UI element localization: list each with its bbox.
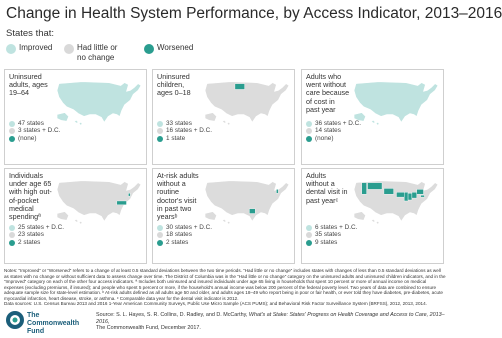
count-dot-worsened [9,136,15,142]
legend-item-improved [6,43,52,54]
hawaii-shape [74,120,82,125]
indicator-label: Uninsured children, ages 0–18 [157,72,191,98]
subtitle: States that: [6,28,55,39]
count-text-little_or_no_change: 3 states + D.C. [18,127,61,135]
page-title: Change in Health System Performance, by Access Indicator, 2013–2016 [6,5,502,22]
panel-counts [306,120,361,142]
count-dot-worsened [157,136,163,142]
count-dot-little_or_no_change [306,128,312,134]
count-row-little_or_no_change [9,231,64,238]
count-text-improved: 6 states + D.C. [315,224,358,231]
count-text-improved: 30 states + D.C. [166,224,212,231]
count-row-little_or_no_change [306,231,357,238]
legend-swatch-little-change [64,44,74,54]
map-panel-2 [152,69,295,165]
count-text-worsened: (none) [315,134,334,142]
hawaii-shape [371,219,379,224]
count-text-improved: 47 states [18,120,44,127]
count-row-improved [157,120,212,127]
state-md-worsened [421,195,425,197]
us-map [201,74,293,128]
count-text-worsened: 9 states [315,238,338,246]
count-text-little_or_no_change: 14 states [315,127,341,135]
count-text-improved: 36 states + D.C. [315,120,361,127]
count-dot-little_or_no_change [306,232,312,238]
count-text-little_or_no_change: 23 states [18,231,44,239]
count-row-little_or_no_change [157,231,212,238]
count-row-improved [306,120,361,127]
us-mainland-shape [57,82,141,123]
count-text-little_or_no_change: 16 states + D.C. [166,127,212,135]
indicator-label: Individuals under age 65 with high out-of-pocket medical spendingª [9,171,52,222]
count-text-worsened: 1 state [166,134,186,142]
count-dot-improved [306,225,312,231]
legend [6,43,306,69]
state-la-worsened [249,209,255,214]
count-dot-improved [9,225,15,231]
us-mainland-shape [205,181,289,222]
state-ia-worsened [396,192,404,197]
logo-mark-icon [5,310,25,330]
count-row-worsened [157,135,212,142]
hawaii-shape [222,219,230,224]
count-row-worsened [157,239,212,246]
alaska-shape [57,212,69,221]
state-mt-worsened [368,183,382,190]
count-dot-little_or_no_change [157,232,163,238]
source-citation [96,312,446,332]
alaska-shape [354,212,366,221]
notes-text: Notes: “Improved” or “Worsened” refers to a change of at least 0.5 standard deviations between the two time periods. “Had little or no change” includes states with changes of less than 0.5 standard deviations as well as states with no change or without sufficient data to assess change over time. The District of Columbia was in the “Had little or no change” category on the uninsured adults and uninsured children indicators, and in the “Improved” category on each of the other four access indicators. ª Includes both uninsured and insured individuals under age 65 living in households that spent 10 percent or more of annual income on medical expenses (excluding premiums, if insured); and people who spent 5 percent or more, if the household's annual income was below 200 percent of the federal poverty level. Two years of data are combined to ensure adequate sample size for state-level estimation. ᵇ At-risk adults defined as all adults age 50 and older, and adults ages 18–49 who report being in poor or fair health, or ever told they have diabetes, pre-diabetes, acute myocardial infarction, heart disease, stroke, or asthma. ᶜ Comparable data year for the dental visit indicator is 2012. [4,268,446,301]
count-dot-improved [9,121,15,127]
panel-counts [157,120,212,142]
panel-counts [9,120,60,142]
state-sd-worsened [384,188,394,194]
count-row-improved [306,224,357,231]
state-il-worsened [404,192,408,201]
legend-swatch-worsened [144,44,154,54]
count-text-worsened: 2 states [18,238,41,246]
state-nd-worsened [235,84,245,90]
count-row-worsened [9,135,60,142]
state-id-worsened [362,183,367,195]
count-text-little_or_no_change: 18 states [166,231,192,239]
count-dot-worsened [306,240,312,246]
indicator-label: At-risk adults without a routine doctor's visit in past two yearsᵇ [157,171,199,222]
notes-block [4,268,446,307]
state-oh-worsened [412,192,417,198]
indicator-label: Uninsured adults, ages 19–64 [9,72,48,98]
state-in-worsened [408,193,412,200]
count-row-worsened [306,239,357,246]
panel-counts [9,224,64,246]
legend-label-little-change: Had little or no change [77,43,118,62]
count-row-improved [157,224,212,231]
state-pa-worsened [417,189,424,194]
source-suffix: The Commonwealth Fund, December 2017. [96,325,201,331]
us-map [201,173,293,227]
logo-text: The Commonwealth Fund [27,312,80,335]
map-panel-6 [301,168,444,264]
count-dot-improved [306,121,312,127]
count-row-little_or_no_change [306,127,361,134]
count-dot-little_or_no_change [157,128,163,134]
hawaii-shape [74,219,82,224]
map-panel-3 [301,69,444,165]
state-nc-worsened [117,201,127,205]
legend-item-worsened [144,43,193,54]
count-row-worsened [306,135,361,142]
count-text-improved: 25 states + D.C. [18,224,64,231]
legend-label-worsened: Worsened [157,43,194,52]
count-row-little_or_no_change [157,127,212,134]
us-map [53,173,145,227]
count-dot-improved [157,121,163,127]
count-dot-little_or_no_change [9,232,15,238]
count-text-improved: 33 states [166,120,192,127]
count-dot-improved [157,225,163,231]
us-mainland-shape [205,82,289,123]
count-row-improved [9,224,64,231]
panel-counts [306,224,357,246]
hawaii-shape [371,120,379,125]
state-de-worsened [128,193,130,196]
count-dot-worsened [306,136,312,142]
count-dot-little_or_no_change [9,128,15,134]
us-map [53,74,145,128]
indicator-label: Adults who went without care because of cost in past year [306,72,350,114]
state-nj-worsened [276,189,278,193]
source-prefix: Source: S. L. Hayes, S. R. Collins, D. Radley, and D. McCarthy, [96,312,249,318]
source-title: What's at Stake: States' Progress on Health Coverage and Access to Care, 2013–2016, [96,312,445,325]
count-dot-worsened [9,240,15,246]
us-mainland-shape [57,181,141,222]
us-map [350,74,442,128]
count-row-little_or_no_change [9,127,60,134]
legend-item-little-change [64,43,124,63]
legend-swatch-improved [6,44,16,54]
count-text-little_or_no_change: 35 states [315,231,341,239]
data-sources-text: Data sources: U.S. Census Bureau 2013 and 2016 1-Year American Community Surveys, Public Use Micro Sample (ACS PUMS); and Behavioral Risk Factor Surveillance System (BRFSS), 2012, 2013, 2014. [4,301,427,306]
map-panel-5 [152,168,295,264]
legend-label-improved: Improved [19,43,53,52]
map-panel-1 [4,69,147,165]
indicator-label: Adults without a dental visit in past yearᶜ [306,171,348,205]
us-mainland-shape [354,82,438,123]
panel-counts [157,224,212,246]
count-text-worsened: (none) [18,134,37,142]
us-map [350,173,442,227]
count-row-worsened [9,239,64,246]
count-text-worsened: 2 states [166,238,189,246]
count-dot-worsened [157,240,163,246]
hawaii-shape [222,120,230,125]
alaska-shape [205,212,217,221]
count-row-improved [9,120,60,127]
map-panel-4 [4,168,147,264]
commonwealth-fund-logo [5,310,89,334]
